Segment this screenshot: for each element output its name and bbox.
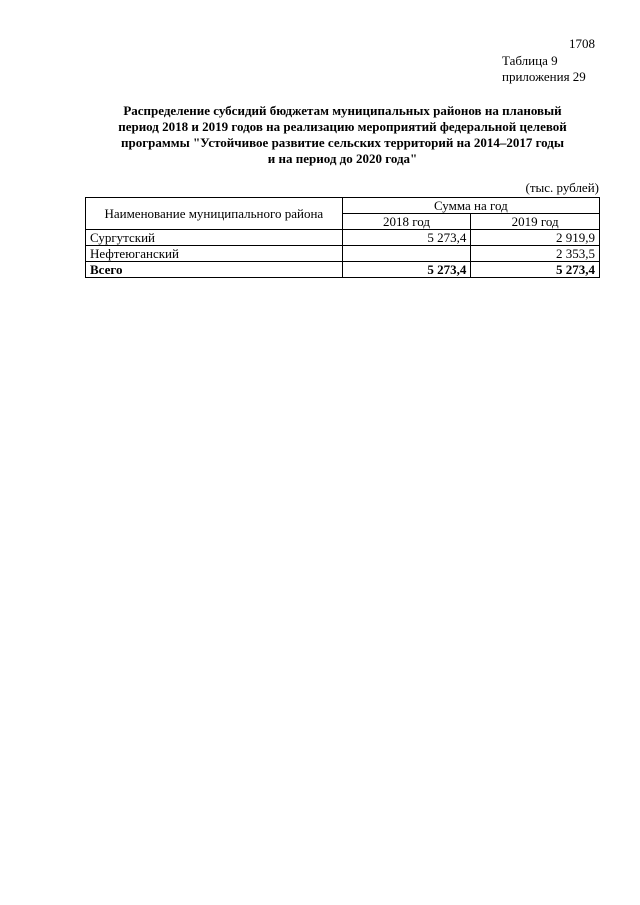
value-2019-cell: 2 353,5 [471, 246, 600, 262]
subsidy-table [85, 197, 600, 278]
district-name-cell: Сургутский [86, 230, 343, 246]
table-reference [502, 53, 612, 85]
value-2019-cell: 2 919,9 [471, 230, 600, 246]
document-title [85, 103, 600, 167]
title-line-4: и на период до 2020 года" [267, 151, 418, 166]
title-line-2: период 2018 и 2019 годов на реализацию мероприятий федеральной целевой [118, 119, 567, 134]
table-row [86, 246, 600, 262]
title-line-3: программы "Устойчивое развитие сельских территорий на 2014–2017 годы [121, 135, 564, 150]
total-2019-cell: 5 273,4 [471, 262, 600, 278]
header-year-2018: 2018 год [342, 214, 471, 230]
table-ref-line-1: Таблица 9 [502, 53, 558, 68]
table-row [86, 230, 600, 246]
district-name-cell: Нефтеюганский [86, 246, 343, 262]
value-2018-cell [342, 246, 471, 262]
value-2018-cell: 5 273,4 [342, 230, 471, 246]
header-sum-per-year: Сумма на год [342, 198, 599, 214]
total-2018-cell: 5 273,4 [342, 262, 471, 278]
units-label: (тыс. рублей) [525, 180, 599, 195]
header-year-2019: 2019 год [471, 214, 600, 230]
total-label-cell: Всего [86, 262, 343, 278]
table-total-row [86, 262, 600, 278]
table-header-row [86, 198, 600, 214]
page-number: 1708 [569, 36, 595, 51]
header-district-name: Наименование муниципального района [86, 198, 343, 230]
table-ref-line-2: приложения 29 [502, 69, 586, 84]
title-line-1: Распределение субсидий бюджетам муниципальных районов на плановый [123, 103, 562, 118]
